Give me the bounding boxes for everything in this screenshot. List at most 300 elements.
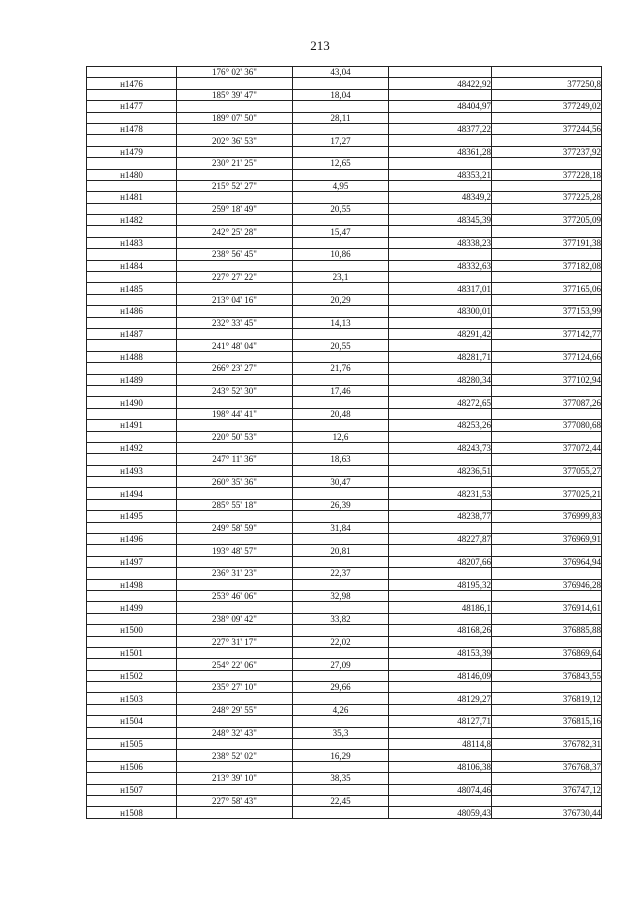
- empty-cell: [492, 773, 602, 784]
- empty-cell: [177, 215, 293, 226]
- empty-cell: [177, 602, 293, 613]
- empty-cell: [87, 363, 177, 374]
- segment-distance: 20,81: [293, 545, 389, 556]
- segment-distance: 28,11: [293, 112, 389, 123]
- empty-cell: [177, 351, 293, 362]
- empty-cell: [177, 556, 293, 567]
- direction-angle: 260° 35' 36": [177, 477, 293, 488]
- empty-cell: [492, 750, 602, 761]
- point-row: [87, 215, 602, 226]
- empty-cell: [389, 613, 492, 624]
- direction-angle: 202° 36' 53": [177, 135, 293, 146]
- y-coordinate: 377191,38: [492, 237, 602, 248]
- empty-cell: [492, 158, 602, 169]
- direction-angle: 230° 21' 25": [177, 158, 293, 169]
- empty-cell: [177, 397, 293, 408]
- point-name: н1495: [87, 511, 177, 522]
- point-name: н1507: [87, 784, 177, 795]
- point-row: [87, 602, 602, 613]
- empty-cell: [389, 317, 492, 328]
- x-coordinate: 48129,27: [389, 693, 492, 704]
- empty-cell: [389, 590, 492, 601]
- direction-angle: 259° 18' 49": [177, 203, 293, 214]
- empty-cell: [293, 716, 389, 727]
- empty-cell: [87, 317, 177, 328]
- direction-angle: 213° 39' 10": [177, 773, 293, 784]
- empty-cell: [389, 499, 492, 510]
- x-coordinate: 48361,28: [389, 146, 492, 157]
- y-coordinate: 376819,12: [492, 693, 602, 704]
- empty-cell: [389, 158, 492, 169]
- empty-cell: [389, 682, 492, 693]
- empty-cell: [177, 420, 293, 431]
- point-row: [87, 647, 602, 658]
- empty-cell: [293, 534, 389, 545]
- point-name: н1481: [87, 192, 177, 203]
- point-row: [87, 374, 602, 385]
- segment-distance: 12,6: [293, 431, 389, 442]
- x-coordinate: 48146,09: [389, 670, 492, 681]
- empty-cell: [492, 704, 602, 715]
- empty-cell: [293, 192, 389, 203]
- empty-cell: [87, 180, 177, 191]
- empty-cell: [293, 237, 389, 248]
- direction-angle: 227° 58' 43": [177, 796, 293, 807]
- point-name: н1488: [87, 351, 177, 362]
- empty-cell: [293, 260, 389, 271]
- point-name: н1493: [87, 465, 177, 476]
- empty-cell: [87, 477, 177, 488]
- empty-cell: [87, 272, 177, 283]
- point-name: н1505: [87, 739, 177, 750]
- empty-cell: [389, 340, 492, 351]
- segment-row: [87, 659, 602, 670]
- x-coordinate: 48059,43: [389, 807, 492, 818]
- empty-cell: [492, 659, 602, 670]
- point-row: [87, 579, 602, 590]
- segment-row: [87, 682, 602, 693]
- y-coordinate: 377102,94: [492, 374, 602, 385]
- empty-cell: [389, 659, 492, 670]
- y-coordinate: 377124,66: [492, 351, 602, 362]
- point-name: н1504: [87, 716, 177, 727]
- point-name: н1508: [87, 807, 177, 818]
- point-name: н1498: [87, 579, 177, 590]
- empty-cell: [293, 78, 389, 89]
- empty-cell: [177, 328, 293, 339]
- y-coordinate: 377228,18: [492, 169, 602, 180]
- x-coordinate: 48106,38: [389, 761, 492, 772]
- empty-cell: [293, 306, 389, 317]
- direction-angle: 238° 09' 42": [177, 613, 293, 624]
- empty-cell: [389, 249, 492, 260]
- point-row: [87, 807, 602, 818]
- empty-cell: [492, 590, 602, 601]
- segment-row: [87, 158, 602, 169]
- empty-cell: [177, 488, 293, 499]
- empty-cell: [293, 488, 389, 499]
- empty-cell: [293, 374, 389, 385]
- empty-cell: [492, 613, 602, 624]
- empty-cell: [87, 112, 177, 123]
- empty-cell: [87, 226, 177, 237]
- empty-cell: [87, 67, 177, 78]
- x-coordinate: 48422,92: [389, 78, 492, 89]
- segment-distance: 16,29: [293, 750, 389, 761]
- segment-distance: 18,63: [293, 454, 389, 465]
- empty-cell: [293, 215, 389, 226]
- y-coordinate: 376999,83: [492, 511, 602, 522]
- point-name: н1491: [87, 420, 177, 431]
- empty-cell: [87, 545, 177, 556]
- direction-angle: 247° 11' 36": [177, 454, 293, 465]
- empty-cell: [389, 750, 492, 761]
- segment-distance: 20,55: [293, 203, 389, 214]
- direction-angle: 266° 23' 27": [177, 363, 293, 374]
- empty-cell: [87, 636, 177, 647]
- segment-distance: 30,47: [293, 477, 389, 488]
- point-name: н1477: [87, 101, 177, 112]
- point-name: н1500: [87, 625, 177, 636]
- y-coordinate: 376815,16: [492, 716, 602, 727]
- direction-angle: 248° 32' 43": [177, 727, 293, 738]
- empty-cell: [293, 670, 389, 681]
- empty-cell: [389, 431, 492, 442]
- x-coordinate: 48236,51: [389, 465, 492, 476]
- empty-cell: [177, 761, 293, 772]
- segment-distance: 23,1: [293, 272, 389, 283]
- segment-distance: 20,29: [293, 294, 389, 305]
- point-name: н1476: [87, 78, 177, 89]
- x-coordinate: 48153,39: [389, 647, 492, 658]
- empty-cell: [87, 385, 177, 396]
- direction-angle: 227° 27' 22": [177, 272, 293, 283]
- segment-distance: 35,3: [293, 727, 389, 738]
- empty-cell: [87, 340, 177, 351]
- y-coordinate: 377237,92: [492, 146, 602, 157]
- segment-distance: 14,13: [293, 317, 389, 328]
- point-name: н1485: [87, 283, 177, 294]
- point-row: [87, 101, 602, 112]
- empty-cell: [492, 636, 602, 647]
- empty-cell: [87, 89, 177, 100]
- direction-angle: 185° 39' 47": [177, 89, 293, 100]
- direction-angle: 248° 29' 55": [177, 704, 293, 715]
- y-coordinate: 376843,55: [492, 670, 602, 681]
- empty-cell: [177, 625, 293, 636]
- empty-cell: [293, 647, 389, 658]
- x-coordinate: 48195,32: [389, 579, 492, 590]
- empty-cell: [177, 123, 293, 134]
- point-name: н1490: [87, 397, 177, 408]
- empty-cell: [177, 374, 293, 385]
- y-coordinate: 377087,26: [492, 397, 602, 408]
- empty-cell: [177, 716, 293, 727]
- empty-cell: [389, 727, 492, 738]
- empty-cell: [293, 442, 389, 453]
- x-coordinate: 48127,71: [389, 716, 492, 727]
- empty-cell: [293, 146, 389, 157]
- point-name: н1503: [87, 693, 177, 704]
- empty-cell: [389, 272, 492, 283]
- direction-angle: 215° 52' 27": [177, 180, 293, 191]
- segment-distance: 17,27: [293, 135, 389, 146]
- point-name: н1480: [87, 169, 177, 180]
- segment-row: [87, 180, 602, 191]
- point-row: [87, 693, 602, 704]
- segment-row: [87, 340, 602, 351]
- point-name: н1482: [87, 215, 177, 226]
- direction-angle: 220° 50' 53": [177, 431, 293, 442]
- point-row: [87, 625, 602, 636]
- x-coordinate: 48332,63: [389, 260, 492, 271]
- empty-cell: [87, 522, 177, 533]
- empty-cell: [293, 602, 389, 613]
- empty-cell: [293, 761, 389, 772]
- direction-angle: 236° 31' 23": [177, 568, 293, 579]
- point-name: н1492: [87, 442, 177, 453]
- point-row: [87, 397, 602, 408]
- segment-distance: 29,66: [293, 682, 389, 693]
- x-coordinate: 48272,65: [389, 397, 492, 408]
- segment-row: [87, 294, 602, 305]
- segment-row: [87, 272, 602, 283]
- empty-cell: [293, 784, 389, 795]
- point-row: [87, 465, 602, 476]
- point-row: [87, 283, 602, 294]
- empty-cell: [389, 67, 492, 78]
- empty-cell: [492, 431, 602, 442]
- y-coordinate: 376914,61: [492, 602, 602, 613]
- empty-cell: [177, 306, 293, 317]
- empty-cell: [492, 112, 602, 123]
- empty-cell: [492, 67, 602, 78]
- point-name: н1496: [87, 534, 177, 545]
- empty-cell: [177, 78, 293, 89]
- segment-distance: 22,37: [293, 568, 389, 579]
- empty-cell: [177, 579, 293, 590]
- y-coordinate: 376946,28: [492, 579, 602, 590]
- segment-row: [87, 750, 602, 761]
- empty-cell: [492, 203, 602, 214]
- empty-cell: [492, 272, 602, 283]
- empty-cell: [177, 807, 293, 818]
- empty-cell: [87, 750, 177, 761]
- empty-cell: [492, 568, 602, 579]
- empty-cell: [492, 385, 602, 396]
- point-row: [87, 488, 602, 499]
- empty-cell: [492, 682, 602, 693]
- x-coordinate: 48291,42: [389, 328, 492, 339]
- point-name: н1483: [87, 237, 177, 248]
- y-coordinate: 377250,8: [492, 78, 602, 89]
- direction-angle: 213° 04' 16": [177, 294, 293, 305]
- empty-cell: [492, 522, 602, 533]
- empty-cell: [389, 636, 492, 647]
- x-coordinate: 48317,01: [389, 283, 492, 294]
- empty-cell: [492, 135, 602, 146]
- point-row: [87, 146, 602, 157]
- y-coordinate: 377244,56: [492, 123, 602, 134]
- empty-cell: [492, 317, 602, 328]
- empty-cell: [177, 784, 293, 795]
- segment-distance: 20,48: [293, 408, 389, 419]
- segment-distance: 43,04: [293, 67, 389, 78]
- direction-angle: 285° 55' 18": [177, 499, 293, 510]
- segment-distance: 15,47: [293, 226, 389, 237]
- y-coordinate: 376869,64: [492, 647, 602, 658]
- segment-row: [87, 613, 602, 624]
- point-name: н1487: [87, 328, 177, 339]
- point-row: [87, 78, 602, 89]
- y-coordinate: 377153,99: [492, 306, 602, 317]
- empty-cell: [389, 773, 492, 784]
- point-name: н1499: [87, 602, 177, 613]
- direction-angle: 243° 52' 30": [177, 385, 293, 396]
- y-coordinate: 377072,44: [492, 442, 602, 453]
- y-coordinate: 376964,94: [492, 556, 602, 567]
- x-coordinate: 48300,01: [389, 306, 492, 317]
- y-coordinate: 377249,02: [492, 101, 602, 112]
- segment-distance: 12,65: [293, 158, 389, 169]
- segment-row: [87, 112, 602, 123]
- direction-angle: 238° 52' 02": [177, 750, 293, 761]
- segment-row: [87, 522, 602, 533]
- empty-cell: [293, 328, 389, 339]
- segment-row: [87, 89, 602, 100]
- x-coordinate: 48404,97: [389, 101, 492, 112]
- empty-cell: [87, 135, 177, 146]
- x-coordinate: 48231,53: [389, 488, 492, 499]
- segment-row: [87, 636, 602, 647]
- point-row: [87, 169, 602, 180]
- empty-cell: [87, 499, 177, 510]
- empty-cell: [293, 169, 389, 180]
- empty-cell: [389, 408, 492, 419]
- segment-distance: 27,09: [293, 659, 389, 670]
- point-name: н1506: [87, 761, 177, 772]
- segment-row: [87, 727, 602, 738]
- x-coordinate: 48207,66: [389, 556, 492, 567]
- segment-distance: 33,82: [293, 613, 389, 624]
- empty-cell: [492, 454, 602, 465]
- point-row: [87, 670, 602, 681]
- segment-row: [87, 67, 602, 78]
- point-row: [87, 784, 602, 795]
- point-name: н1494: [87, 488, 177, 499]
- y-coordinate: 377225,28: [492, 192, 602, 203]
- segment-row: [87, 249, 602, 260]
- empty-cell: [177, 146, 293, 157]
- point-row: [87, 123, 602, 134]
- empty-cell: [87, 613, 177, 624]
- empty-cell: [293, 351, 389, 362]
- x-coordinate: 48186,1: [389, 602, 492, 613]
- point-row: [87, 511, 602, 522]
- segment-distance: 10,86: [293, 249, 389, 260]
- direction-angle: 241° 48' 04": [177, 340, 293, 351]
- x-coordinate: 48280,34: [389, 374, 492, 385]
- x-coordinate: 48281,71: [389, 351, 492, 362]
- segment-row: [87, 203, 602, 214]
- direction-angle: 193° 48' 57": [177, 545, 293, 556]
- y-coordinate: 376885,88: [492, 625, 602, 636]
- empty-cell: [492, 249, 602, 260]
- empty-cell: [492, 727, 602, 738]
- empty-cell: [87, 590, 177, 601]
- segment-row: [87, 431, 602, 442]
- direction-angle: 176° 02' 36": [177, 67, 293, 78]
- x-coordinate: 48238,77: [389, 511, 492, 522]
- empty-cell: [87, 408, 177, 419]
- segment-row: [87, 363, 602, 374]
- x-coordinate: 48074,46: [389, 784, 492, 795]
- segment-row: [87, 773, 602, 784]
- point-row: [87, 192, 602, 203]
- page-number: 213: [310, 38, 330, 53]
- empty-cell: [293, 693, 389, 704]
- empty-cell: [389, 89, 492, 100]
- x-coordinate: 48168,26: [389, 625, 492, 636]
- empty-cell: [177, 693, 293, 704]
- empty-cell: [293, 807, 389, 818]
- empty-cell: [177, 670, 293, 681]
- empty-cell: [492, 477, 602, 488]
- segment-row: [87, 704, 602, 715]
- segment-row: [87, 135, 602, 146]
- empty-cell: [492, 180, 602, 191]
- empty-cell: [293, 123, 389, 134]
- x-coordinate: 48114,8: [389, 739, 492, 750]
- empty-cell: [389, 545, 492, 556]
- x-coordinate: 48253,26: [389, 420, 492, 431]
- x-coordinate: 48377,22: [389, 123, 492, 134]
- empty-cell: [389, 477, 492, 488]
- y-coordinate: 376969,91: [492, 534, 602, 545]
- direction-angle: 249° 58' 59": [177, 522, 293, 533]
- point-name: н1497: [87, 556, 177, 567]
- point-name: н1502: [87, 670, 177, 681]
- y-coordinate: 376730,44: [492, 807, 602, 818]
- point-name: н1489: [87, 374, 177, 385]
- direction-angle: 227° 31' 17": [177, 636, 293, 647]
- empty-cell: [293, 511, 389, 522]
- segment-distance: 38,35: [293, 773, 389, 784]
- x-coordinate: 48227,87: [389, 534, 492, 545]
- empty-cell: [492, 363, 602, 374]
- segment-row: [87, 568, 602, 579]
- empty-cell: [492, 226, 602, 237]
- empty-cell: [293, 420, 389, 431]
- direction-angle: 235° 27' 10": [177, 682, 293, 693]
- x-coordinate: 48345,39: [389, 215, 492, 226]
- empty-cell: [87, 659, 177, 670]
- empty-cell: [293, 579, 389, 590]
- x-coordinate: 48338,23: [389, 237, 492, 248]
- empty-cell: [177, 169, 293, 180]
- segment-distance: 20,55: [293, 340, 389, 351]
- empty-cell: [177, 739, 293, 750]
- y-coordinate: 377080,68: [492, 420, 602, 431]
- point-row: [87, 328, 602, 339]
- point-row: [87, 716, 602, 727]
- empty-cell: [492, 545, 602, 556]
- empty-cell: [87, 158, 177, 169]
- point-row: [87, 442, 602, 453]
- empty-cell: [87, 727, 177, 738]
- empty-cell: [177, 260, 293, 271]
- empty-cell: [87, 796, 177, 807]
